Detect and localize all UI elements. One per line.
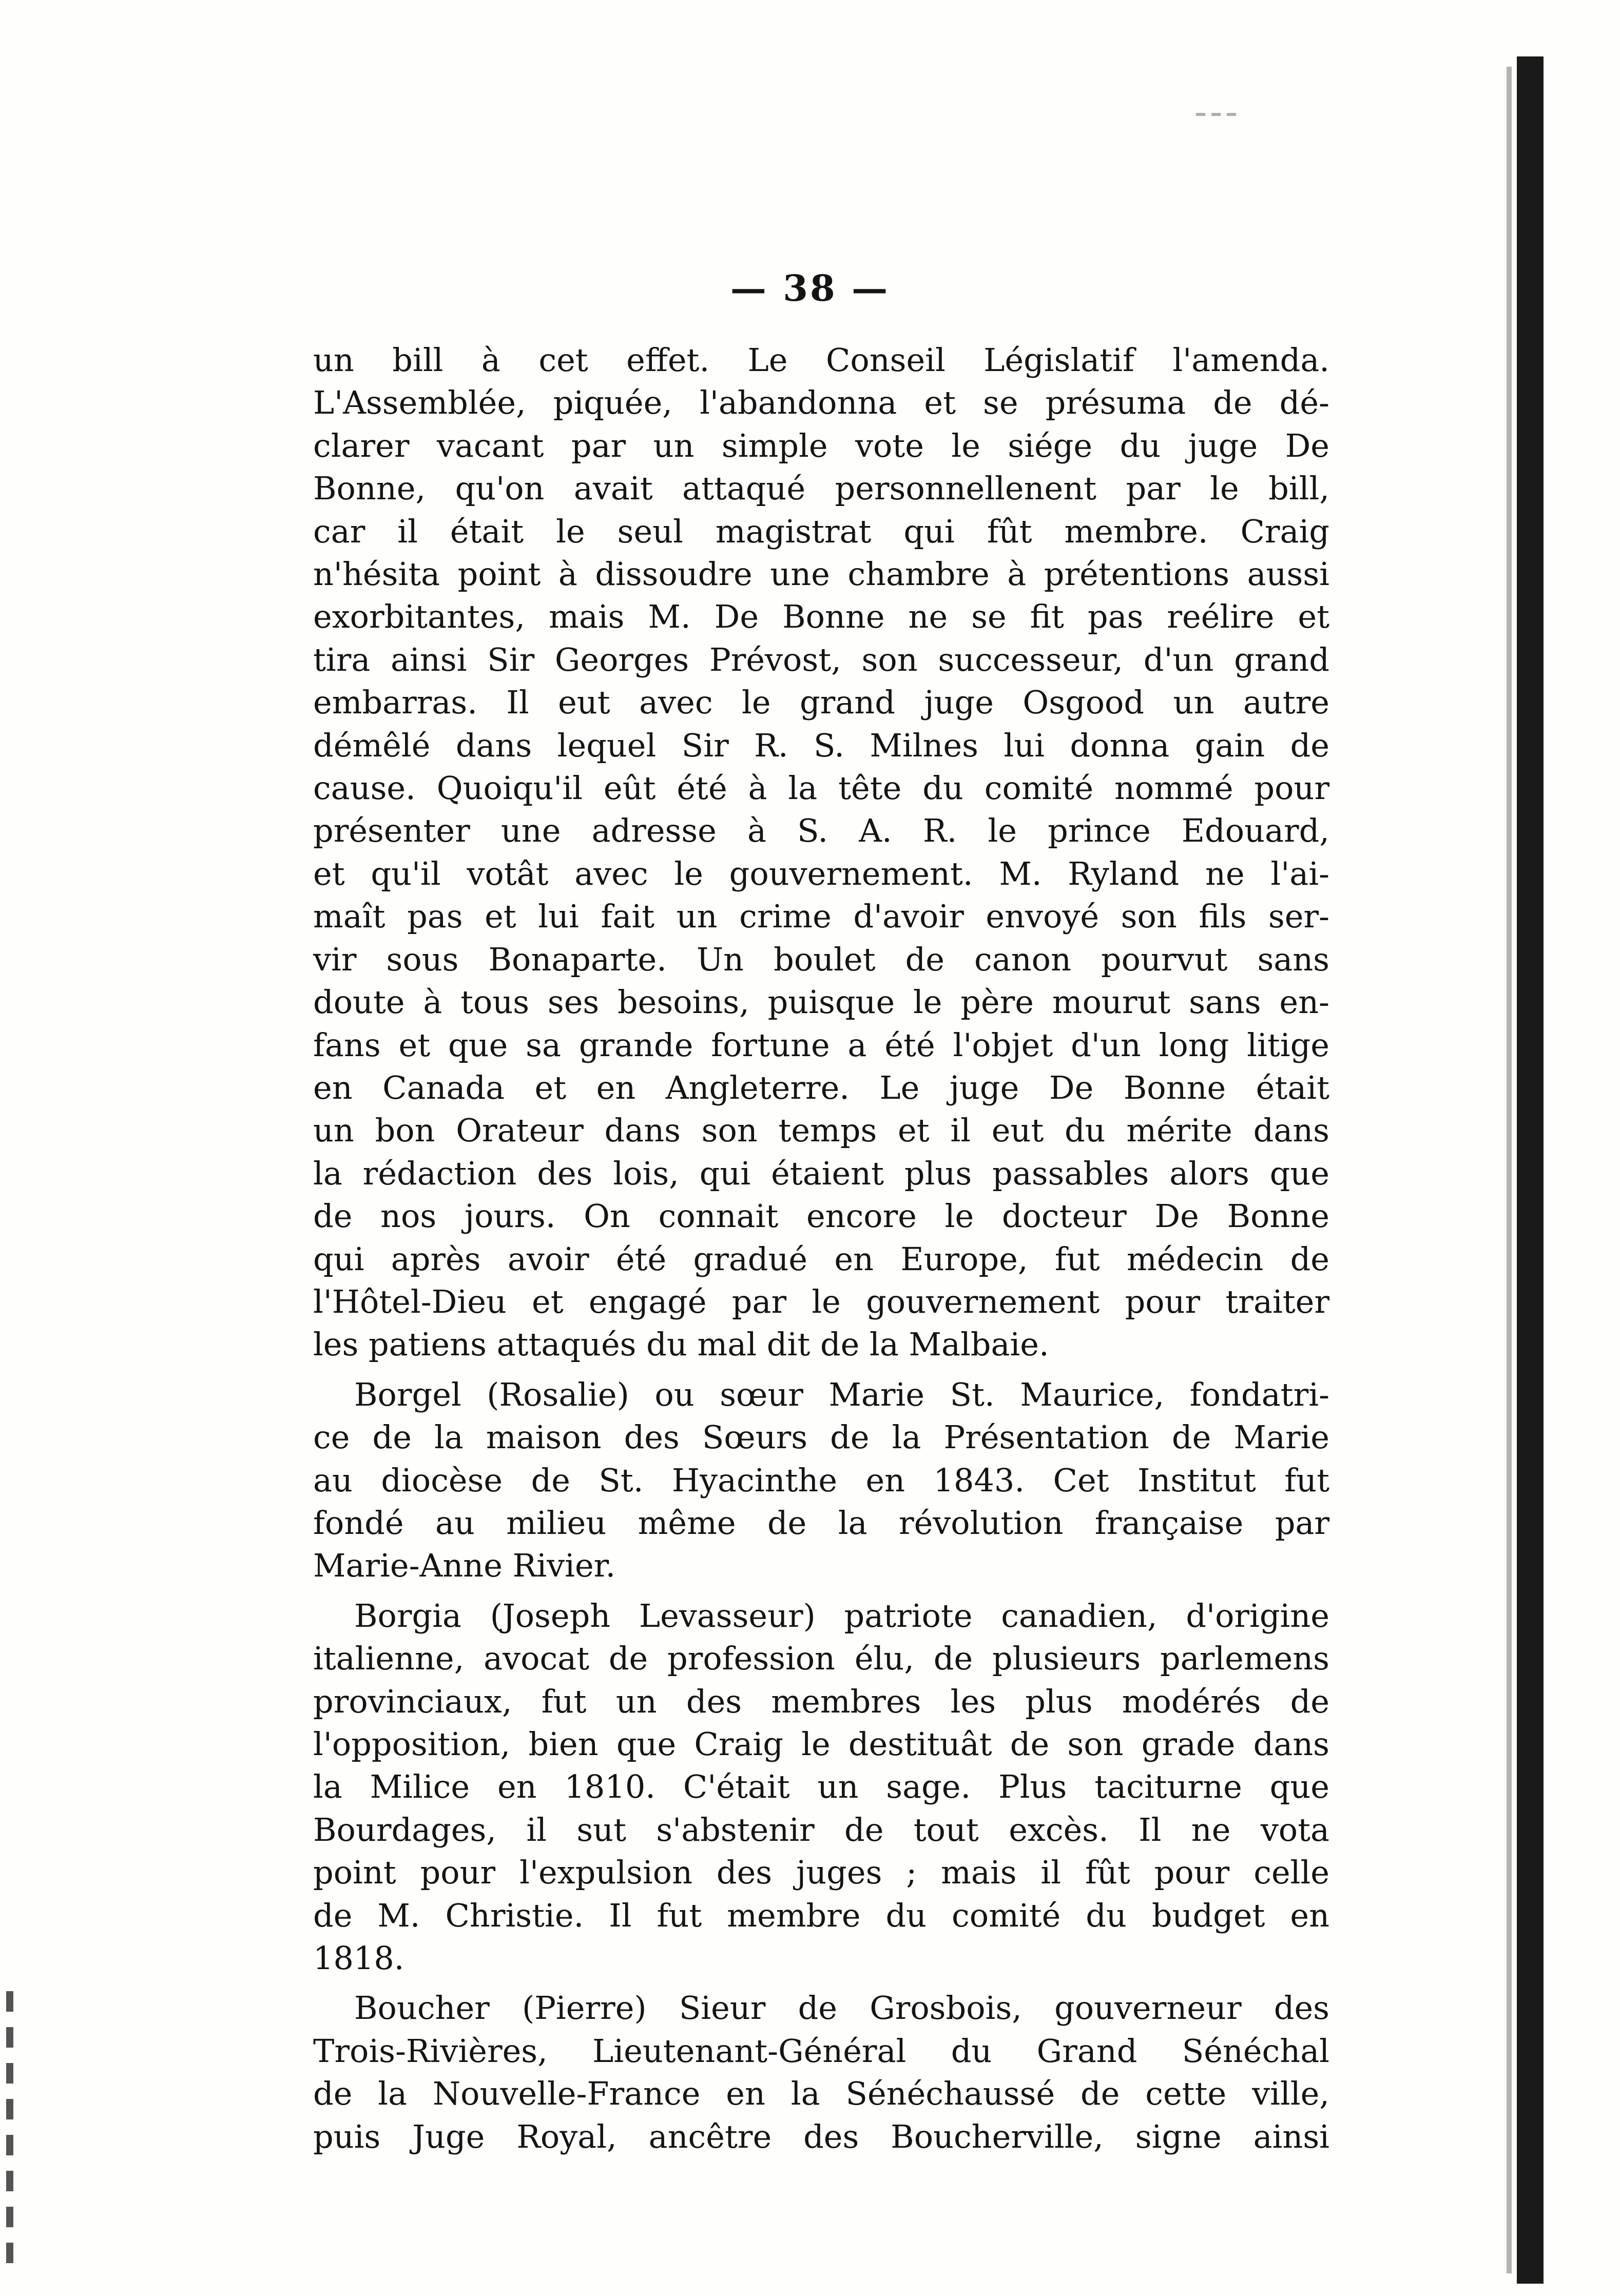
text-line: la Milice en 1810. C'était un sage. Plus taciturne que: [313, 1768, 1329, 1806]
text-line: qui après avoir été gradué en Europe, fut médecin de: [313, 1240, 1329, 1278]
text-line: L'Assemblée, piquée, l'abandonna et se présuma de dé-: [313, 384, 1329, 422]
text-line: maît pas et lui fait un crime d'avoir envoyé son fils ser-: [313, 898, 1329, 936]
text-line: de nos jours. On connait encore le docteur De Bonne: [313, 1197, 1329, 1235]
binding-edge-shadow: [1517, 56, 1544, 2284]
text-line: l'Hôtel-Dieu et engagé par le gouvernement pour traiter: [313, 1282, 1329, 1320]
text-line: 1818.: [313, 1939, 404, 1977]
text-line: démêlé dans lequel Sir R. S. Milnes lui donna gain de: [313, 726, 1329, 764]
top-specks: [1196, 113, 1242, 116]
text-line: fans et que sa grande fortune a été l'objet d'un long litige: [313, 1026, 1329, 1064]
text-line: et qu'il votât avec le gouvernement. M. Ryland ne l'ai-: [313, 854, 1329, 892]
text-line: Borgel (Rosalie) ou sœur Marie St. Maurice, fondatri-: [354, 1375, 1329, 1413]
text-line: Marie-Anne Rivier.: [313, 1547, 616, 1585]
text-line: n'hésita point à dissoudre une chambre à prétentions aussi: [313, 555, 1329, 593]
body-text: [313, 339, 1329, 2158]
text-line: l'opposition, bien que Craig le destituât de son grade dans: [313, 1725, 1329, 1763]
paragraph-borgia: [313, 1594, 1329, 1980]
text-line: car il était le seul magistrat qui fût membre. Craig: [313, 512, 1329, 550]
text-line: clarer vacant par un simple vote le siége du juge De: [313, 426, 1329, 464]
text-line: Boucher (Pierre) Sieur de Grosbois, gouverneur des: [354, 1989, 1329, 2027]
paragraph-borgel: [313, 1373, 1329, 1587]
text-line: ce de la maison des Sœurs de la Présentation de Marie: [313, 1418, 1329, 1456]
text-line: provinciaux, fut un des membres les plus modérés de: [313, 1682, 1329, 1720]
text-line: de la Nouvelle-France en la Sénéchaussé de cette ville,: [313, 2075, 1329, 2113]
text-line: un bon Orateur dans son temps et il eut du mérite dans: [313, 1112, 1329, 1150]
text-line: exorbitantes, mais M. De Bonne ne se fit pas reélire et: [313, 598, 1329, 636]
text-line: de M. Christie. Il fut membre du comité du budget en: [313, 1896, 1329, 1934]
text-line: les patiens attaqués du mal dit de la Malbaie.: [313, 1326, 1049, 1364]
text-line: Bonne, qu'on avait attaqué personnellenent par le bill,: [313, 470, 1329, 508]
left-margin-marks: [6, 1991, 13, 2279]
text-line: doute à tous ses besoins, puisque le père mourut sans en-: [313, 983, 1329, 1021]
text-line: cause. Quoiqu'il eût été à la tête du comité nommé pour: [313, 769, 1329, 807]
text-line: embarras. Il eut avec le grand juge Osgood un autre: [313, 684, 1329, 722]
paragraph-de-bonne: [313, 339, 1329, 1366]
text-line: fondé au milieu même de la révolution française par: [313, 1504, 1329, 1542]
text-line: la rédaction des lois, qui étaient plus passables alors que: [313, 1154, 1329, 1192]
text-line: Borgia (Joseph Levasseur) patriote canadien, d'origine: [354, 1597, 1329, 1635]
text-line: vir sous Bonaparte. Un boulet de canon pourvut sans: [313, 940, 1329, 978]
text-line: en Canada et en Angleterre. Le juge De Bonne était: [313, 1068, 1329, 1106]
page-number: — 38 —: [730, 267, 890, 309]
text-line: présenter une adresse à S. A. R. le prince Edouard,: [313, 812, 1329, 850]
text-line: italienne, avocat de profession élu, de plusieurs parlemens: [313, 1640, 1329, 1678]
paragraph-boucher: [313, 1987, 1329, 2158]
binding-edge-shadow-inner: [1507, 67, 1512, 2273]
text-line: au diocèse de St. Hyacinthe en 1843. Cet Institut fut: [313, 1461, 1329, 1499]
text-line: tira ainsi Sir Georges Prévost, son successeur, d'un grand: [313, 640, 1329, 678]
text-line: Trois-Rivières, Lieutenant-Général du Grand Sénéchal: [313, 2032, 1329, 2070]
text-line: un bill à cet effet. Le Conseil Législatif l'amenda.: [313, 341, 1329, 379]
text-line: point pour l'expulsion des juges ; mais il fût pour celle: [313, 1854, 1329, 1892]
text-line: Bourdages, il sut s'abstenir de tout excès. Il ne vota: [313, 1811, 1329, 1849]
text-line: puis Juge Royal, ancêtre des Boucherville, signe ainsi: [313, 2117, 1329, 2155]
